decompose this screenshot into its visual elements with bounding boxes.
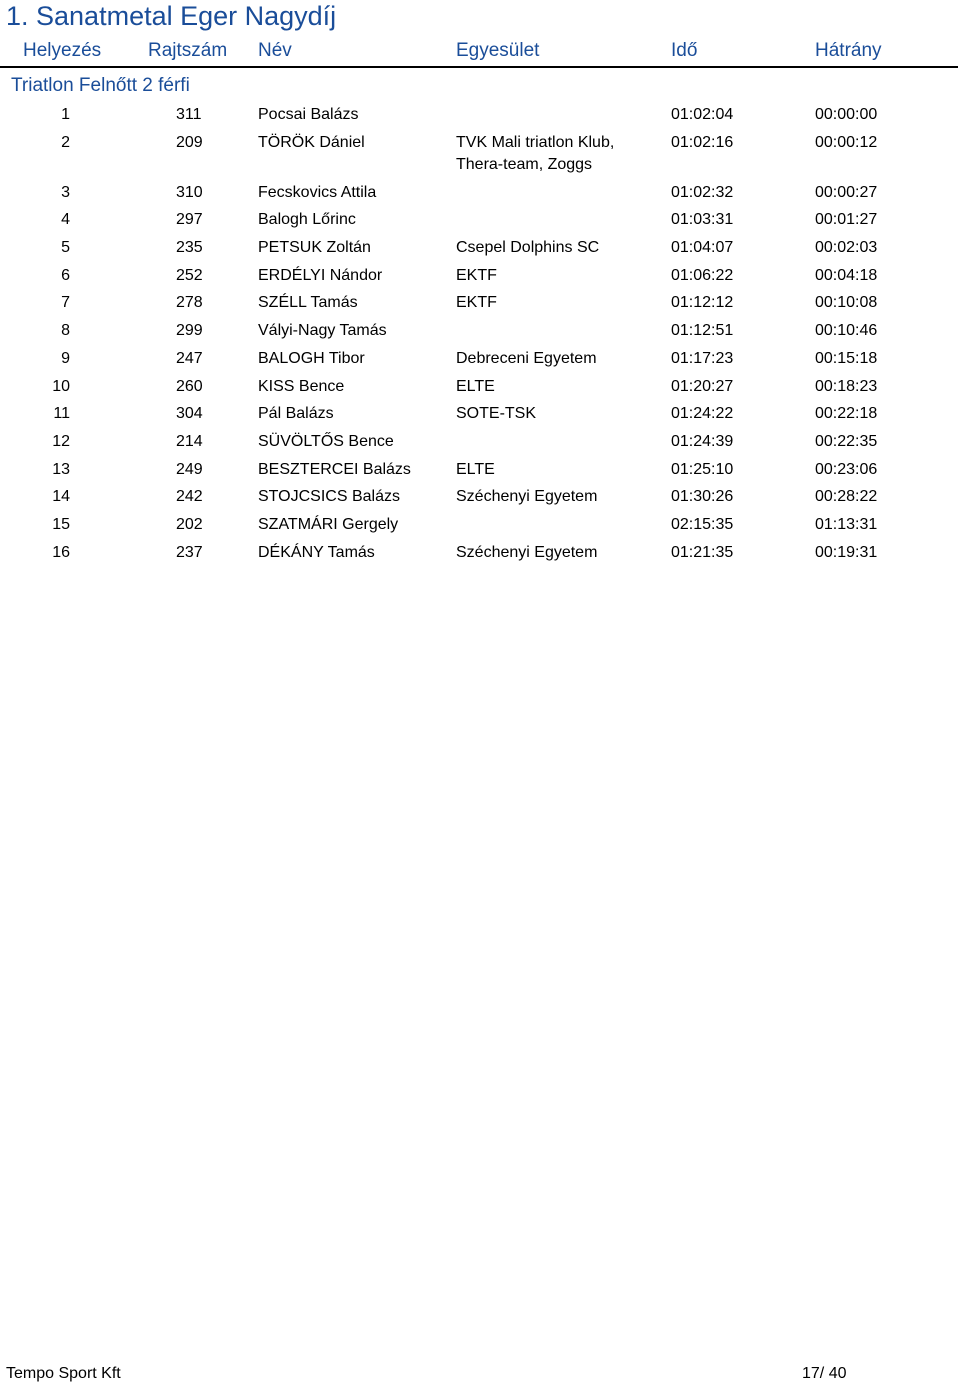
cell-bib: 249 [176,460,203,478]
cell-gap: 00:19:31 [815,543,878,561]
cell-name: BESZTERCEI Balázs [258,460,411,478]
cell-position: 4 [61,211,70,229]
cell-club: SOTE-TSK [456,405,537,423]
table-row [0,431,958,459]
page-title: 1. Sanatmetal Eger Nagydíj [6,1,337,31]
cell-bib: 235 [176,239,203,257]
cell-name: ERDÉLYI Nándor [258,266,383,284]
table-row [0,320,958,348]
cell-bib: 252 [176,266,203,284]
cell-gap: 00:10:46 [815,322,878,340]
cell-club: TVK Mali triatlon Klub, Thera-team, Zoggs [456,133,615,173]
cell-name: SÜVÖLTŐS Bence [258,432,394,450]
results-table [0,104,958,569]
cell-bib: 297 [176,211,203,229]
cell-time: 01:03:31 [671,211,734,229]
cell-time: 01:30:26 [671,488,734,506]
column-header-position: Helyezés [23,40,102,61]
cell-bib: 247 [176,349,203,367]
cell-name: SZATMÁRI Gergely [258,515,399,533]
cell-position: 13 [52,460,70,478]
category-title: Triatlon Felnőtt 2 férfi [11,75,190,96]
cell-gap: 00:04:18 [815,266,878,284]
cell-name: Pocsai Balázs [258,106,359,123]
cell-gap: 00:00:12 [815,133,878,151]
cell-club: EKTF [456,294,497,312]
cell-gap: 00:23:06 [815,460,878,478]
table-row [0,209,958,237]
footer-company: Tempo Sport Kft [6,1365,121,1382]
cell-position: 1 [61,106,70,123]
cell-position: 15 [52,515,70,533]
table-row [0,376,958,404]
cell-time: 01:12:12 [671,294,734,312]
cell-position: 12 [52,432,70,450]
footer-page-number: 17/ 40 [802,1365,847,1382]
cell-bib: 209 [176,133,203,151]
cell-club: Széchenyi Egyetem [456,543,598,561]
cell-bib: 260 [176,377,203,395]
cell-time: 01:25:10 [671,460,734,478]
cell-club: EKTF [456,266,497,284]
cell-name: PETSUK Zoltán [258,239,371,257]
cell-position: 11 [53,405,70,423]
cell-gap: 01:13:31 [815,515,878,533]
column-header-name: Név [258,40,292,61]
cell-gap: 00:02:03 [815,239,878,257]
table-row [0,348,958,376]
cell-time: 01:20:27 [671,377,734,395]
cell-position: 2 [61,133,70,151]
cell-position: 3 [61,183,70,201]
cell-club: Debreceni Egyetem [456,349,597,367]
cell-name: KISS Bence [258,377,345,395]
cell-name: DÉKÁNY Tamás [258,543,375,561]
cell-position: 5 [61,239,70,257]
cell-club: ELTE [456,377,495,395]
cell-time: 01:02:32 [671,183,734,201]
cell-position: 16 [52,543,70,561]
cell-bib: 311 [176,106,202,123]
cell-name: Balogh Lőrinc [258,211,356,229]
cell-name: SZÉLL Tamás [258,294,358,312]
cell-gap: 00:00:27 [815,183,878,201]
table-row [0,403,958,431]
cell-position: 14 [52,488,70,506]
table-row [0,459,958,487]
cell-name: BALOGH Tibor [258,349,365,367]
cell-gap: 00:15:18 [815,349,878,367]
cell-bib: 304 [176,405,203,423]
cell-time: 01:24:22 [671,405,734,423]
cell-gap: 00:10:08 [815,294,878,312]
cell-bib: 237 [176,543,203,561]
table-row [0,542,958,570]
cell-bib: 278 [176,294,203,312]
table-row [0,237,958,265]
cell-bib: 242 [176,488,203,506]
table-row [0,265,958,293]
cell-bib: 299 [176,322,203,340]
cell-time: 01:17:23 [671,349,734,367]
cell-gap: 00:18:23 [815,377,878,395]
column-header-bib: Rajtszám [148,40,228,61]
table-row [0,132,958,182]
cell-gap: 00:22:18 [815,405,878,423]
cell-bib: 202 [176,515,203,533]
cell-gap: 00:22:35 [815,432,878,450]
cell-club: ELTE [456,460,495,478]
cell-time: 01:04:07 [671,239,734,257]
cell-time: 01:02:04 [671,106,734,123]
cell-time: 01:06:22 [671,266,734,284]
table-row [0,182,958,210]
table-row [0,514,958,542]
cell-time: 02:15:35 [671,515,734,533]
cell-position: 7 [61,294,70,312]
cell-name: STOJCSICS Balázs [258,488,400,506]
table-row [0,104,958,132]
cell-gap: 00:01:27 [815,211,878,229]
cell-name: TÖRÖK Dániel [258,133,365,151]
cell-time: 01:12:51 [671,322,734,340]
cell-time: 01:02:16 [671,133,734,151]
cell-bib: 214 [176,432,203,450]
cell-position: 10 [52,377,70,395]
column-header-time: Idő [671,40,698,61]
cell-name: Vályi-Nagy Tamás [258,322,387,340]
cell-club: Széchenyi Egyetem [456,488,598,506]
cell-gap: 00:28:22 [815,488,878,506]
cell-club: Csepel Dolphins SC [456,239,600,257]
cell-name: Fecskovics Attila [258,183,377,201]
column-header-club: Egyesület [456,40,540,61]
cell-position: 6 [61,266,70,284]
cell-time: 01:24:39 [671,432,734,450]
cell-position: 9 [61,349,70,367]
cell-time: 01:21:35 [671,543,734,561]
column-header-gap: Hátrány [815,40,882,61]
cell-position: 8 [61,322,70,340]
table-row [0,292,958,320]
table-row [0,486,958,514]
cell-gap: 00:00:00 [815,106,878,123]
cell-bib: 310 [176,183,203,201]
column-header-row [0,38,958,68]
cell-name: Pál Balázs [258,405,334,423]
